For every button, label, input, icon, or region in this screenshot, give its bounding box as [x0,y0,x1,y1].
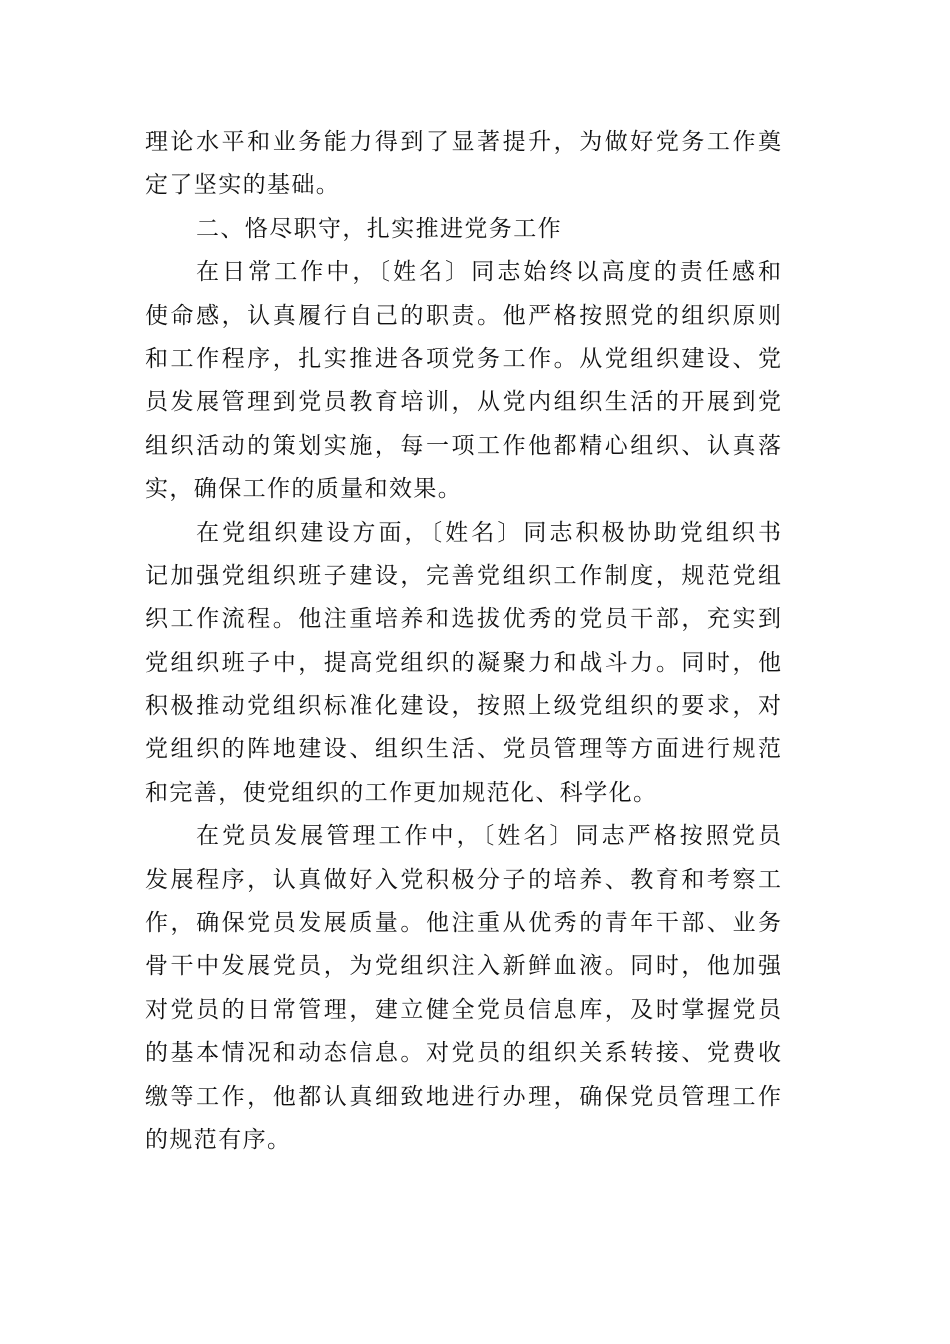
text-line: 的规范有序。 [145,1126,292,1153]
text-line: 党组织班子中，提高党组织的凝聚力和战斗力。同时，他 [145,649,781,676]
text-line: 对党员的日常管理，建立健全党员信息库，及时掌握党员 [145,996,781,1023]
text-line: 骨干中发展党员，为党组织注入新鲜血液。同时，他加强 [145,953,781,980]
text-line: 二、恪尽职守，扎实推进党务工作 [196,215,562,242]
text-line: 缴等工作，他都认真细致地进行办理，确保党员管理工作 [145,1083,781,1110]
text-line: 在党组织建设方面，〔姓名〕同志积极协助党组织书 [196,519,781,546]
text-line: 组织活动的策划实施，每一项工作他都精心组织、认真落 [145,432,781,459]
text-line: 和工作程序，扎实推进各项党务工作。从党组织建设、党 [145,345,781,372]
paragraph [145,257,781,517]
text-line: 作，确保党员发展质量。他注重从优秀的青年干部、业务 [145,910,781,937]
paragraph [145,518,781,822]
text-line: 使命感，认真履行自己的职责。他严格按照党的组织原则 [145,302,781,329]
paragraph [145,127,781,214]
text-line: 记加强党组织班子建设，完善党组织工作制度，规范党组 [145,562,781,589]
text-line: 和完善，使党组织的工作更加规范化、科学化。 [145,779,658,806]
text-line: 理论水平和业务能力得到了显著提升，为做好党务工作奠 [145,129,781,155]
text-line: 实，确保工作的质量和效果。 [145,476,463,503]
text-line: 织工作流程。他注重培养和选拔优秀的党员干部，充实到 [145,606,781,633]
text-line: 定了坚实的基础。 [145,172,341,199]
section-heading [145,214,781,257]
text-line: 发展程序，认真做好入党积极分子的培养、教育和考察工 [145,866,781,893]
text-line: 的基本情况和动态信息。对党员的组织关系转接、党费收 [145,1040,781,1067]
text-line: 员发展管理到党员教育培训，从党内组织生活的开展到党 [145,389,781,416]
text-line: 党组织的阵地建设、组织生活、党员管理等方面进行规范 [145,736,781,763]
text-line: 积极推动党组织标准化建设，按照上级党组织的要求，对 [145,693,781,720]
document-page [145,127,781,1168]
paragraph [145,821,781,1168]
text-line: 在党员发展管理工作中，〔姓名〕同志严格按照党员 [196,823,781,850]
text-line: 在日常工作中，〔姓名〕同志始终以高度的责任感和 [196,259,781,286]
